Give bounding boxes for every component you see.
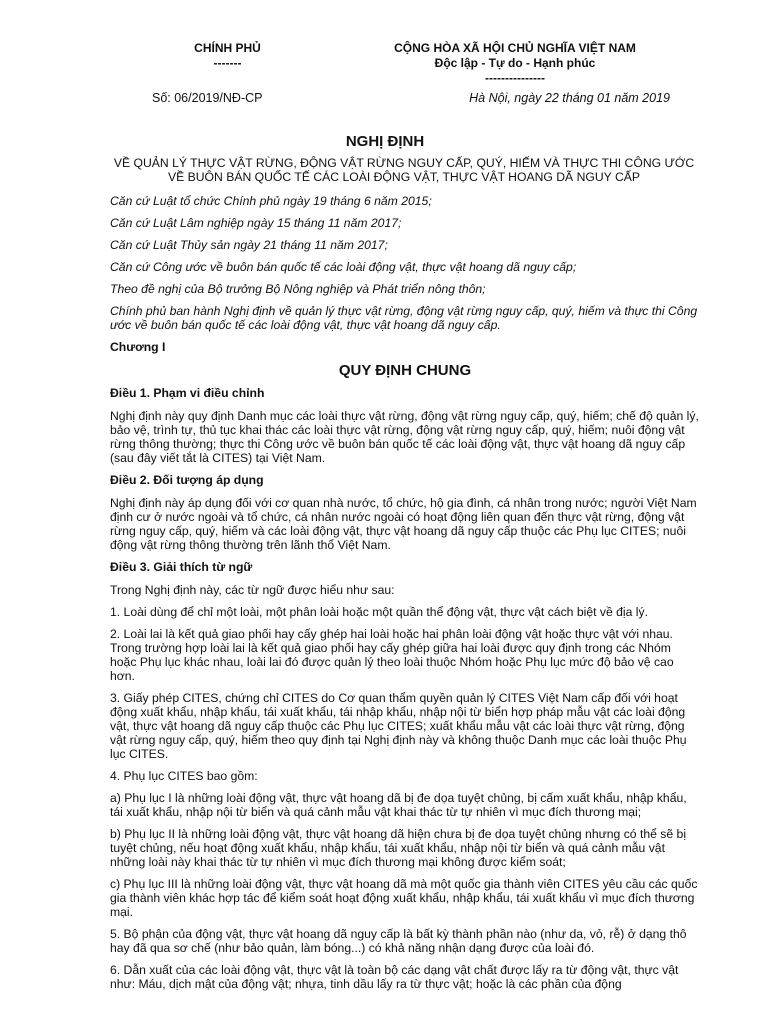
promulgation-statement: Chính phủ ban hành Nghị định về quản lý thực vật rừng, động vật rừng nguy cấp, quý, hiếm và thực thi Công ước về buôn bán quốc tế các loài động vật, thực vật hoang dã nguy cấp. [110,304,698,332]
definition-item: 6. Dẫn xuất của các loài động vật, thực vật là toàn bộ các dạng vật chất được lấy ra từ động vật, thực vật như: Máu, dịch mật của động vật; nhựa, tinh dầu lấy ra từ thực vật; hoặc là các phần của động [110,963,679,991]
article-3-heading: Điều 3. Giải thích từ ngữ [110,560,253,574]
article-2-heading: Điều 2. Đối tượng áp dụng [110,473,264,487]
motto-rule: --------------- [485,71,545,85]
issuing-agency-block [160,41,295,71]
definition-subitem: a) Phụ lục I là những loài động vật, thực vật hoang dã bị đe dọa tuyệt chủng, bị cấm xuất khẩu, nhập khẩu, tái xuất khẩu, nhập nội từ biển và quá cảnh mẫu vật khai thác từ tự nhiên vì mục đích thương mại; [110,791,687,819]
document-type: NGHỊ ĐỊNH [345,133,425,150]
definition-item: 5. Bộ phận của động vật, thực vật hoang dã nguy cấp là bất kỳ thành phần nào (như da, vỏ, rễ) ở dạng thô hay đã qua sơ chế (như bảo quản, làm bóng...) có khả năng nhận dạng được của loài đó. [110,927,687,955]
proposal-basis: Theo đề nghị của Bộ trưởng Bộ Nông nghiệp và Phát triển nông thôn; [110,282,486,296]
article-2-text: Nghị định này áp dụng đối với cơ quan nhà nước, tổ chức, hộ gia đình, cá nhân trong nước; người Việt Nam định cư ở nước ngoài và tổ chức, cá nhân nước ngoài có hoạt động liên quan đến thực vật rừng, động vật rừng nguy cấp, quý, hiếm và các loài động vật, thực vật hoang dã nguy cấp thuộc các Phụ lục CITES; nuôi động vật rừng thông thường trên lãnh thổ Việt Nam. [110,496,697,552]
document-body [110,194,700,999]
definition-item: 4. Phụ lục CITES bao gồm: [110,769,258,783]
legal-basis-1: Căn cứ Luật tổ chức Chính phủ ngày 19 tháng 6 năm 2015; [110,194,432,208]
definition-item: 2. Loài lai là kết quả giao phối hay cấy ghép hai loài hoặc hai phân loài động vật hoặc thực vật với nhau. Trong trường hợp loài lai là kết quả giao phối hay cấy ghép giữa hai loài được quy định trong các Nhóm hoặc Phụ lục khác nhau, loài lai đó được quản lý theo loài thuộc Nhóm hoặc Phụ lục mức độ bảo vệ cao hơn. [110,627,674,683]
issuing-agency: CHÍNH PHỦ [194,41,261,55]
agency-rule: ------- [213,56,242,70]
article-1-heading: Điều 1. Phạm vi điều chỉnh [110,386,265,400]
national-title: CỘNG HÒA XÃ HỘI CHỦ NGHĨA VIỆT NAM [394,41,636,55]
document-number: Số: 06/2019/NĐ-CP [152,91,263,105]
article-1-text: Nghị định này quy định Danh mục các loài thực vật rừng, động vật rừng nguy cấp, quý, hiếm; chế độ quản lý, bảo vệ, trình tự, thủ tục khai thác các loài thực vật rừng, động vật rừng nguy cấp, quý, hiếm; nuôi động vật rừng thông thường; thực thi Công ước về buôn bán quốc tế các loài động vật, thực vật hoang dã nguy cấp (sau đây viết tắt là CITES) tại Việt Nam. [110,409,699,465]
national-motto: Độc lập - Tự do - Hạnh phúc [434,56,596,70]
legal-basis-2: Căn cứ Luật Lâm nghiệp ngày 15 tháng 11 năm 2017; [110,216,402,230]
definition-item: 3. Giấy phép CITES, chứng chỉ CITES do Cơ quan thẩm quyền quản lý CITES Việt Nam cấp đối với hoạt động xuất khẩu, nhập khẩu, tái xuất khẩu, tái nhập khẩu, nhập nội từ biển hợp pháp mẫu vật các loài động vật, thực vật hoang dã nguy cấp thuộc các Phụ lục CITES; xuất khẩu mẫu vật các loài thực vật rừng, động vật rừng nguy cấp, quý, hiếm theo quy định tại Nghị định này và không thuộc Danh mục các loài thuộc Phụ lục CITES. [110,691,687,761]
legal-basis-3: Căn cứ Luật Thủy sản ngày 21 tháng 11 năm 2017; [110,238,388,252]
article-3-intro: Trong Nghị định này, các từ ngữ được hiểu như sau: [110,583,395,597]
definition-subitem: c) Phụ lục III là những loài động vật, thực vật hoang dã mà một quốc gia thành viên CITES yêu cầu các quốc gia thành viên khác hợp tác để kiểm soát hoạt động xuất khẩu, nhập khẩu, tái xuất khẩu vì mục đích thương mại. [110,877,698,919]
definition-subitem: b) Phụ lục II là những loài động vật, thực vật hoang dã hiện chưa bị đe dọa tuyệt chủng nhưng có thể sẽ bị tuyệt chủng, nếu hoạt động xuất khẩu, nhập khẩu, tái xuất khẩu, nhập nội từ biển và quá cảnh mẫu vật những loài này khai thác từ tự nhiên vì mục đích thương mại không được kiểm soát; [110,827,687,869]
definition-item: 1. Loài dùng để chỉ một loài, một phân loài hoặc một quần thể động vật, thực vật cách biệt về địa lý. [110,605,648,619]
place-and-date: Hà Nội, ngày 22 tháng 01 năm 2019 [469,91,670,105]
document-subject: VỀ QUẢN LÝ THỰC VẬT RỪNG, ĐỘNG VẬT RỪNG NGUY CẤP, QUÝ, HIẾM VÀ THỰC THI CÔNG ƯỚC VỀ BUÔN BÁN QUỐC TẾ CÁC LOÀI ĐỘNG VẬT, THỰC VẬT HOANG DÃ NGUY CẤP [113,156,695,184]
legal-basis-4: Căn cứ Công ước về buôn bán quốc tế các loài động vật, thực vật hoang dã nguy cấp; [110,260,577,274]
chapter-title: QUY ĐỊNH CHUNG [338,362,472,379]
national-title-block [345,41,685,86]
chapter-label: Chương I [110,340,166,354]
